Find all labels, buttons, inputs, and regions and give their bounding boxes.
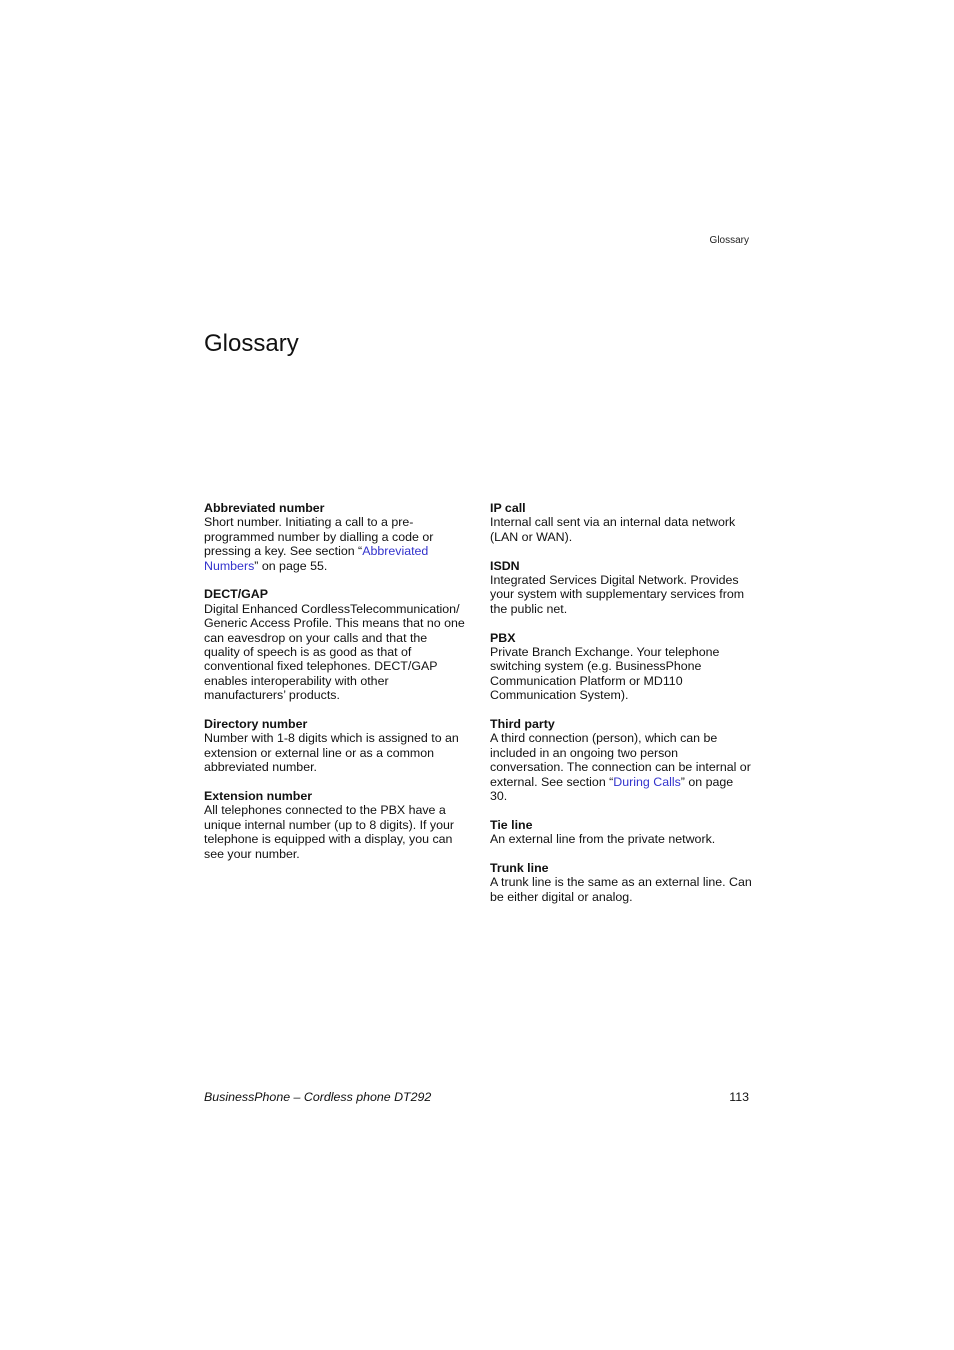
- glossary-term: Trunk line: [490, 861, 549, 876]
- glossary-term: Third party: [490, 717, 555, 732]
- glossary-definition: All telephones connected to the PBX have a unique internal number (up to 8 digits). If your telephone is equipped with a display, you can see your number.: [204, 803, 455, 861]
- glossary-term: Extension number: [204, 789, 313, 804]
- glossary-term: Directory number: [204, 717, 308, 732]
- glossary-entry: [490, 861, 752, 904]
- glossary-definition: Number with 1-8 digits which is assigned to an extension or external line or as a common abbreviated number.: [204, 731, 459, 775]
- glossary-definition: Private Branch Exchange. Your telephone switching system (e.g. BusinessPhone Communication Platform or MD110 Communication System).: [490, 645, 720, 703]
- definition-text: A third connection (person), which can be included in an ongoing two person conversation. The connection can be internal or external. See section “: [490, 731, 751, 789]
- glossary-term: PBX: [490, 630, 516, 645]
- glossary-entry: [490, 631, 752, 703]
- glossary-definition: Integrated Services Digital Network. Provides your system with supplementary services from the public net.: [490, 573, 745, 616]
- glossary-entry: [490, 818, 752, 847]
- glossary-definition: Digital Enhanced CordlessTelecommunication/ Generic Access Profile. This means that no one can eavesdrop on your calls and that the quality of speech is as good as that of conventional fixed telephones. DECT/GAP enables interoperability with other manufacturers’ products.: [204, 601, 465, 703]
- definition-text: Short number. Initiating a call to a pre-programmed number by dialling a code or pressing a key. See section “: [204, 515, 434, 559]
- glossary-definition: [204, 515, 466, 573]
- glossary-entry: [204, 501, 466, 573]
- glossary-term: DECT/GAP: [204, 587, 269, 602]
- glossary-term: ISDN: [490, 558, 520, 573]
- glossary-entry: [490, 559, 752, 617]
- glossary-right-column: [490, 501, 752, 919]
- glossary-definition: [490, 731, 752, 803]
- page-number: 113: [729, 1090, 749, 1104]
- page-title: Glossary: [204, 330, 299, 357]
- glossary-term: IP call: [490, 501, 526, 515]
- glossary-term: Abbreviated number: [204, 501, 325, 515]
- definition-text: ” on page 30.: [490, 774, 734, 804]
- cross-reference-link[interactable]: Abbreviated Numbers: [204, 544, 429, 573]
- glossary-definition: A trunk line is the same as an external line. Can be either digital or analog.: [490, 875, 752, 904]
- glossary-term: Tie line: [490, 817, 533, 832]
- cross-reference-link[interactable]: During Calls: [613, 774, 681, 789]
- running-head: Glossary: [709, 235, 749, 246]
- glossary-entry: [204, 717, 466, 775]
- glossary-entry: [204, 789, 466, 861]
- glossary-entry: [490, 717, 752, 803]
- definition-text: ” on page 55.: [254, 558, 328, 573]
- glossary-entry: [490, 501, 752, 544]
- glossary-left-column: [204, 501, 466, 876]
- glossary-entry: [204, 587, 466, 702]
- footer-document-title: BusinessPhone – Cordless phone DT292: [204, 1090, 432, 1104]
- glossary-definition: Internal call sent via an internal data network (LAN or WAN).: [490, 515, 736, 544]
- glossary-definition: An external line from the private network.: [490, 832, 716, 847]
